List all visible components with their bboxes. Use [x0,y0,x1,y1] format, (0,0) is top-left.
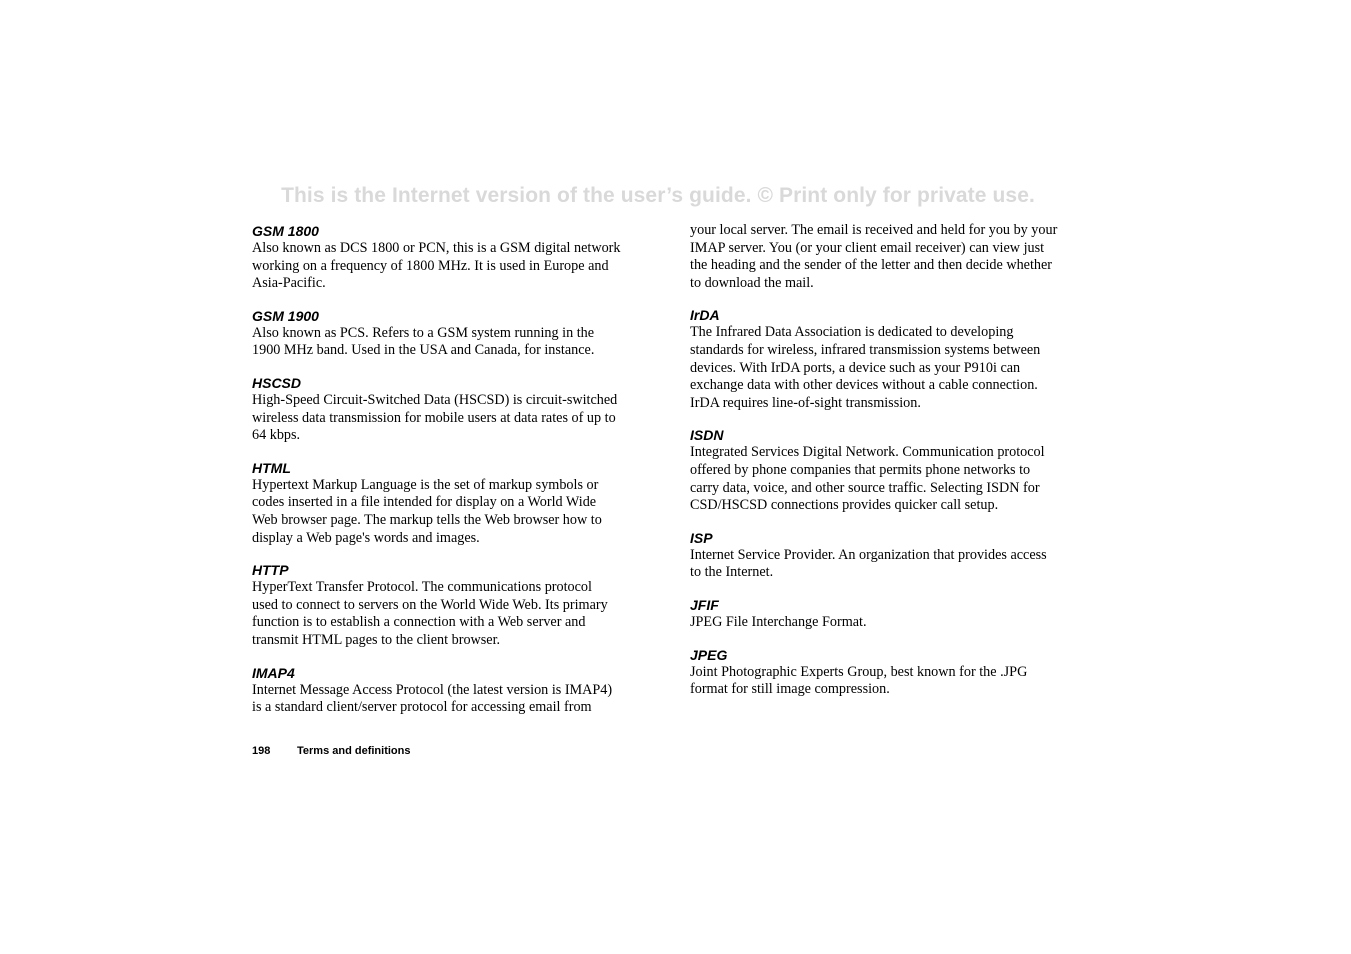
glossary-entry [690,596,1062,632]
right-entries [690,306,1062,698]
definition-line: IrDA requires line-of-sight transmission. [690,394,921,411]
glossary-term: GSM 1900 [252,307,319,324]
right-column [690,222,1062,713]
watermark: This is the Internet version of the user’s guide. © Print only for private use. [281,184,1035,207]
definition-line: the heading and the sender of the letter and then decide whether [690,257,1053,274]
definition-line: HyperText Transfer Protocol. The communications protocol [252,579,592,596]
glossary-entry [690,426,1062,514]
glossary-definition [252,325,624,360]
glossary-definition [252,682,624,717]
definition-line: Internet Message Access Protocol (the latest version is IMAP4) [252,681,613,698]
glossary-entry [252,561,624,649]
glossary-term: JPEG [690,646,728,663]
definition-line: Also known as DCS 1800 or PCN, this is a GSM digital network [252,240,621,256]
glossary-definition [252,477,624,547]
definition-line: to download the mail. [690,274,814,291]
definition-line: format for still image compression. [690,681,890,698]
glossary-definition [252,579,624,649]
definition-line: wireless data transmission for mobile users at data rates of up to [252,409,616,426]
definition-line: codes inserted in a file intended for display on a World Wide [252,494,597,511]
page-footer [252,745,410,757]
definition-line: offered by phone companies that permits phone networks to [690,461,1031,478]
definition-line: exchange data with other devices without a cable connection. [690,377,1038,394]
definition-line: CSD/HSCSD connections provides quicker call setup. [690,497,999,514]
glossary-term: IrDA [690,307,720,324]
definition-line: function is to establish a connection with a Web server and [252,614,586,631]
definition-line: transmit HTML pages to the client browser. [252,631,501,648]
glossary-definition [252,392,624,445]
glossary-term: ISDN [690,427,724,444]
definition-line: your local server. The email is received and held for you by your [690,222,1058,238]
glossary-entry [252,664,624,717]
definition-line: used to connect to servers on the World Wide Web. Its primary [252,596,608,613]
left-column [252,222,624,731]
definition-line: Also known as PCS. Refers to a GSM system running in the [252,324,595,341]
glossary-term: HSCSD [252,374,302,391]
glossary-term: HTML [252,459,291,476]
page-number: 198 [252,745,271,757]
definition-line: standards for wireless, infrared transmission systems between [690,341,1041,358]
definition-line: Hypertext Markup Language is the set of markup symbols or [252,476,599,493]
glossary-definition [690,614,1062,632]
glossary-definition [690,664,1062,699]
definition-line: is a standard client/server protocol for accessing email from [252,699,592,716]
definition-line: 64 kbps. [252,427,301,444]
glossary-definition [690,222,1062,292]
definition-line: working on a frequency of 1800 MHz. It is used in Europe and [252,257,609,274]
glossary-entry [252,459,624,547]
section-title: Terms and definitions [297,745,411,757]
glossary-entry [252,374,624,445]
glossary-entry [252,222,624,293]
glossary-entry [690,646,1062,699]
definition-line: High-Speed Circuit-Switched Data (HSCSD) is circuit-switched [252,391,618,408]
glossary-entry [690,306,1062,412]
definition-line: Internet Service Provider. An organization that provides access [690,546,1047,563]
definition-line: carry data, voice, and other source traffic. Selecting ISDN for [690,479,1040,496]
definition-line: JPEG File Interchange Format. [690,613,867,630]
glossary-definition [690,547,1062,582]
glossary-term: HTTP [252,562,289,579]
definition-line: devices. With IrDA ports, a device such as your P910i can [690,359,1021,376]
definition-line: to the Internet. [690,564,774,581]
glossary-entry [252,307,624,360]
definition-line: Web browser page. The markup tells the Web browser how to [252,511,602,528]
definition-line: Asia-Pacific. [252,275,326,292]
glossary-term: IMAP4 [252,664,295,681]
glossary-term: ISP [690,529,713,546]
definition-line: IMAP server. You (or your client email receiver) can view just [690,239,1045,256]
glossary-term: GSM 1800 [252,223,319,239]
definition-line: 1900 MHz band. Used in the USA and Canada, for instance. [252,342,595,359]
glossary-definition [690,324,1062,412]
glossary-entry [690,529,1062,582]
definition-line: Integrated Services Digital Network. Communication protocol [690,444,1045,461]
glossary-definition [252,240,624,293]
definition-line: The Infrared Data Association is dedicated to developing [690,324,1014,341]
glossary-term: JFIF [690,596,719,613]
continued-definition [690,222,1062,292]
definition-line: Joint Photographic Experts Group, best known for the .JPG [690,663,1028,680]
definition-line: display a Web page's words and images. [252,529,480,546]
glossary-definition [690,444,1062,514]
